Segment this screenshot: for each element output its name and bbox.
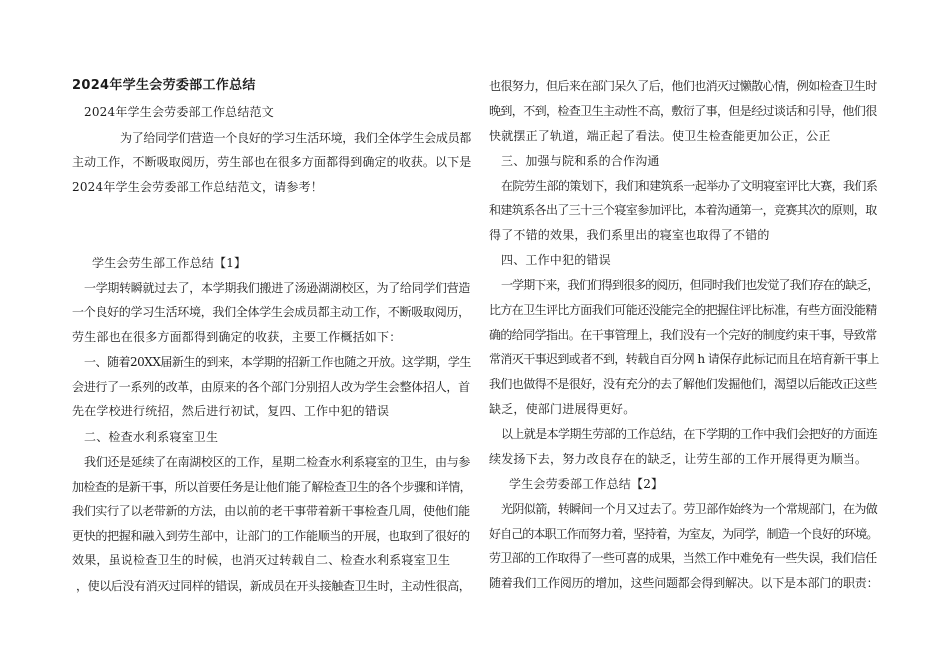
paragraph-line: 缺乏，使部门进展得更好。	[489, 402, 636, 416]
paragraph-line: 光阴似箭，转瞬间一个月又过去了。劳卫部作始终为一个常规部门，在为做	[501, 502, 878, 516]
subtitle-line: 2024年学生会劳委部工作总结范文	[84, 105, 274, 119]
paragraph-line: 续发扬下去，努力改良存在的缺乏，让劳生部的工作开展得更为顺当。	[489, 452, 868, 466]
paragraph-line: 也很努力，但后来在部门呆久了后，他们也消灭过懒散心情，例如检查卫生时	[489, 79, 877, 93]
paragraph-line: 一、随着20XX届新生的到来，本学期的招新工作也随之开放。这学期，学生	[84, 355, 471, 369]
paragraph-line: 快就摆正了轨道，端正起了看法。使卫生检查能更加公正，公正	[489, 129, 831, 143]
intro-line: 主动工作，不断吸取阅历，劳生部也在很多方面都得到确定的收获。以下是	[72, 155, 472, 169]
intro-line: 为了给同学们营造一个良好的学习生活环境，我们全体学生会成员都	[120, 131, 472, 145]
document-title: 2024年学生会劳委部工作总结	[72, 78, 256, 93]
paragraph-line: 更快的把握和融入到劳生部中，让部门的工作能顺当的开展，也取到了很好的	[72, 529, 470, 543]
paragraph-line: 劳生部也在很多方面都得到确定的收获，主要工作概括如下：	[72, 330, 402, 344]
intro-line: 2024年学生会劳委部工作总结范文，请参考！	[72, 180, 323, 194]
paragraph-line: 先在学校进行统招，然后进行初试，复四、工作中犯的错误	[72, 404, 390, 418]
paragraph-line: 会进行了一系列的改革，由原来的各个部门分别招人改为学生会整体招人，首	[72, 380, 470, 394]
paragraph-line: 我们还是延续了在南湖校区的工作，星期二检查水利系寝室的卫生，由与参	[84, 455, 471, 469]
paragraph-line: 确的给同学指出。在干事管理上，我们没有一个完好的制度约束干事，导致常	[489, 328, 877, 342]
section-heading: 二、检查水利系寝室卫生	[84, 430, 219, 444]
paragraph-line: 加检查的是新干事，所以首要任务是让他们能了解检查卫生的各个步骤和详情，	[72, 480, 472, 494]
paragraph-line: 劳卫部的工作取得了一些可喜的成果，当然工作中难免有一些失误，我们信任	[489, 551, 877, 565]
paragraph-line: 随着我们工作阅历的增加，这些问题都会得到解决。以下是本部门的职责：	[489, 576, 879, 590]
paragraph-line: 效果，虽说检查卫生的时候，也消灭过转载自二、检查水利系寝室卫生	[72, 553, 451, 567]
section-heading: 学生会劳委部工作总结【2】	[509, 477, 664, 491]
paragraph-line: 我们也做得不是很好，没有充分的去了解他们发掘他们，渴望以后能改正这些	[489, 377, 877, 391]
paragraph-line: 在院劳生部的策划下，我们和建筑系一起举办了文明寝室评比大赛，我们系	[501, 179, 878, 193]
paragraph-line: 常消灭干事迟到或者不到，转载自百分网 h 请保存此标记而且在培育新干事上	[489, 352, 879, 366]
section-heading: 三、加强与院和系的合作沟通	[501, 154, 660, 168]
paragraph-line: 好自己的本职工作而努力着，坚持着，为室友，为同学，制造一个良好的环境。	[489, 527, 878, 541]
paragraph-line: 一学期转瞬就过去了，本学期我们搬进了汤逊湖湖校区，为了给同学们营造	[84, 281, 471, 295]
paragraph-line: 晚到，不到，检查卫生主动性不高，敷衍了事，但是经过谈话和引导，他们很	[489, 104, 877, 118]
paragraph-line: 我们实行了以老带新的方法，由以前的老干事带着新干事检查几周，使他们能	[72, 504, 470, 518]
paragraph-line: 得了不错的效果，我们系里出的寝室也取得了不错的	[489, 228, 770, 242]
paragraph-line: 一个良好的学习生活环境，我们全体学生会成员都主动工作，不断吸取阅历，	[72, 305, 470, 319]
section-heading: 四、工作中犯的错误	[501, 253, 611, 267]
paragraph-line: ，使以后没有消灭过同样的错误，新成员在开头接触查卫生时，主动性很高，	[76, 579, 471, 593]
paragraph-line: 一学期下来，我们们得到很多的阅历，但同时我们也发觉了我们存在的缺乏，	[501, 278, 879, 292]
paragraph-line: 比方在卫生评比方面我们可能还没能完全的把握住评比标准，有些方面没能精	[489, 303, 877, 317]
paragraph-line: 以上就是本学期生劳部的工作总结，在下学期的工作中我们会把好的方面连	[501, 427, 878, 441]
paragraph-line: 和建筑系各出了三十三个寝室参加评比，本着沟通第一，竞赛其次的原则，取	[489, 203, 877, 217]
section-heading: 学生会劳生部工作总结【1】	[92, 256, 247, 270]
